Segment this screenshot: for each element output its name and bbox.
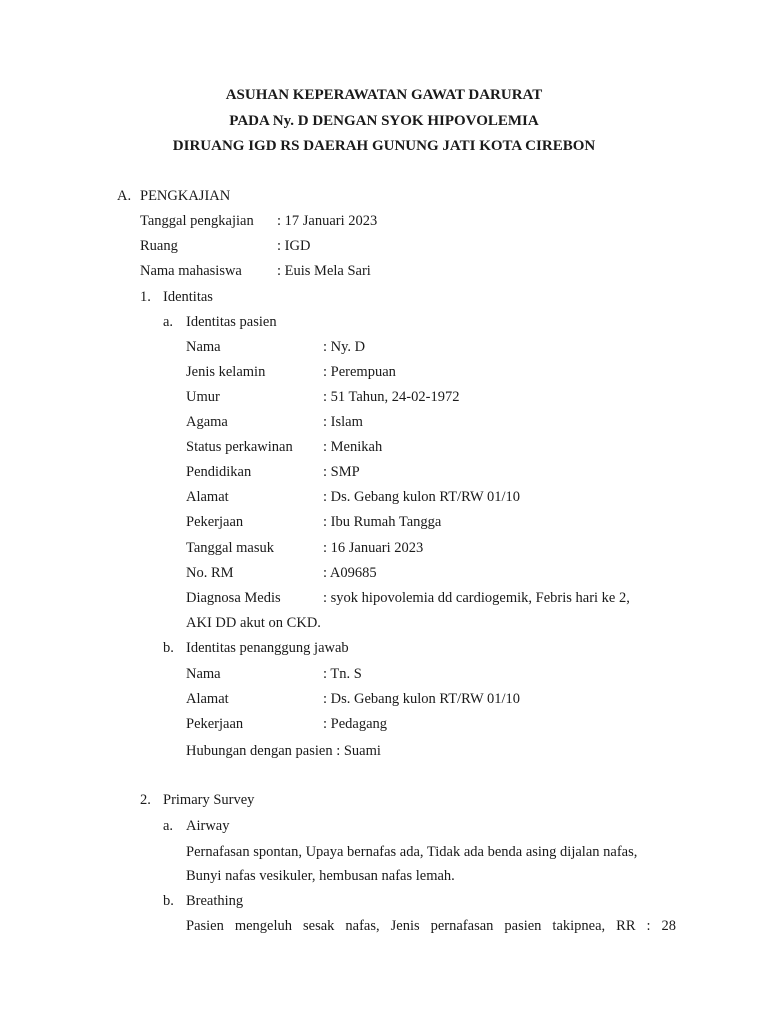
breathing-text [186,918,676,935]
field-label: Nama [186,339,221,355]
field-value: : Ny. D [323,339,366,355]
word: pasien [504,918,542,934]
pasien-heading: Identitas pasien [186,314,277,330]
word: : [646,918,651,934]
breathing-heading: Breathing [186,893,244,909]
field-value: : Ds. Gebang kulon RT/RW 01/10 [323,691,521,707]
section-a-heading: PENGKAJIAN [140,188,231,204]
field-value: : Ibu Rumah Tangga [323,514,442,530]
field-value: : Perempuan [323,364,396,380]
word: sesak [303,918,335,934]
pasien-marker: a. [163,314,174,330]
field-label: Jenis kelamin [186,364,266,380]
identitas-heading: Identitas [163,289,213,305]
field-value: : 16 Januari 2023 [323,540,424,556]
word: mengeluh [234,918,293,934]
field-value: : A09685 [323,565,377,581]
airway-heading: Airway [186,818,230,834]
word: 28 [661,918,676,934]
word: takipnea, [552,918,606,934]
identitas-number: 1. [140,289,151,305]
field-value: : Pedagang [323,716,388,732]
field-label: Pekerjaan [186,716,244,732]
meta-label: Ruang [140,238,178,254]
meta-label: Nama mahasiswa [140,263,242,279]
airway-text: Bunyi nafas vesikuler, hembusan nafas lemah. [186,868,455,884]
field-label: Alamat [186,691,229,707]
airway-marker: a. [163,818,174,834]
primary-survey-heading: Primary Survey [163,792,255,808]
breathing-marker: b. [163,893,174,909]
word: nafas, [345,918,380,934]
field-value: : SMP [323,464,360,480]
diagnosa-continuation: AKI DD akut on CKD. [186,615,321,631]
breathing-text-content [186,918,676,935]
field-label: No. RM [186,565,234,581]
field-value: : Islam [323,414,363,430]
field-label: Nama [186,666,221,682]
field-label: Agama [186,414,228,430]
document-title-line-2: PADA Ny. D DENGAN SYOK HIPOVOLEMIA [229,113,539,129]
word: RR [616,918,636,934]
field-value: : Menikah [323,439,383,455]
field-label: Tanggal masuk [186,540,274,556]
field-label: Umur [186,389,220,405]
meta-value: : 17 Januari 2023 [277,213,378,229]
word: Jenis [390,918,420,934]
field-label: Pendidikan [186,464,252,480]
meta-value: : IGD [277,238,311,254]
airway-text: Pernafasan spontan, Upaya bernafas ada, Tidak ada benda asing dijalan nafas, [186,844,638,860]
meta-label: Tanggal pengkajian [140,213,254,229]
field-label: Diagnosa Medis [186,590,281,606]
word: pernafasan [430,918,494,934]
field-label: Status perkawinan [186,439,293,455]
field-value: : 51 Tahun, 24-02-1972 [323,389,460,405]
document-title-line-3: DIRUANG IGD RS DAERAH GUNUNG JATI KOTA CIREBON [172,138,596,154]
penanggung-marker: b. [163,640,174,656]
hubungan-line: Hubungan dengan pasien : Suami [186,743,381,759]
field-value: : Ds. Gebang kulon RT/RW 01/10 [323,489,521,505]
field-value: : syok hipovolemia dd cardiogemik, Febris hari ke 2, [323,590,630,606]
word: Pasien [186,918,224,934]
penanggung-heading: Identitas penanggung jawab [186,640,349,656]
primary-survey-number: 2. [140,792,151,808]
section-a-marker: A. [117,188,132,204]
meta-value: : Euis Mela Sari [277,263,371,279]
field-value: : Tn. S [323,666,362,682]
field-label: Pekerjaan [186,514,244,530]
document-title-line-1: ASUHAN KEPERAWATAN GAWAT DARURAT [225,87,543,103]
field-label: Alamat [186,489,229,505]
